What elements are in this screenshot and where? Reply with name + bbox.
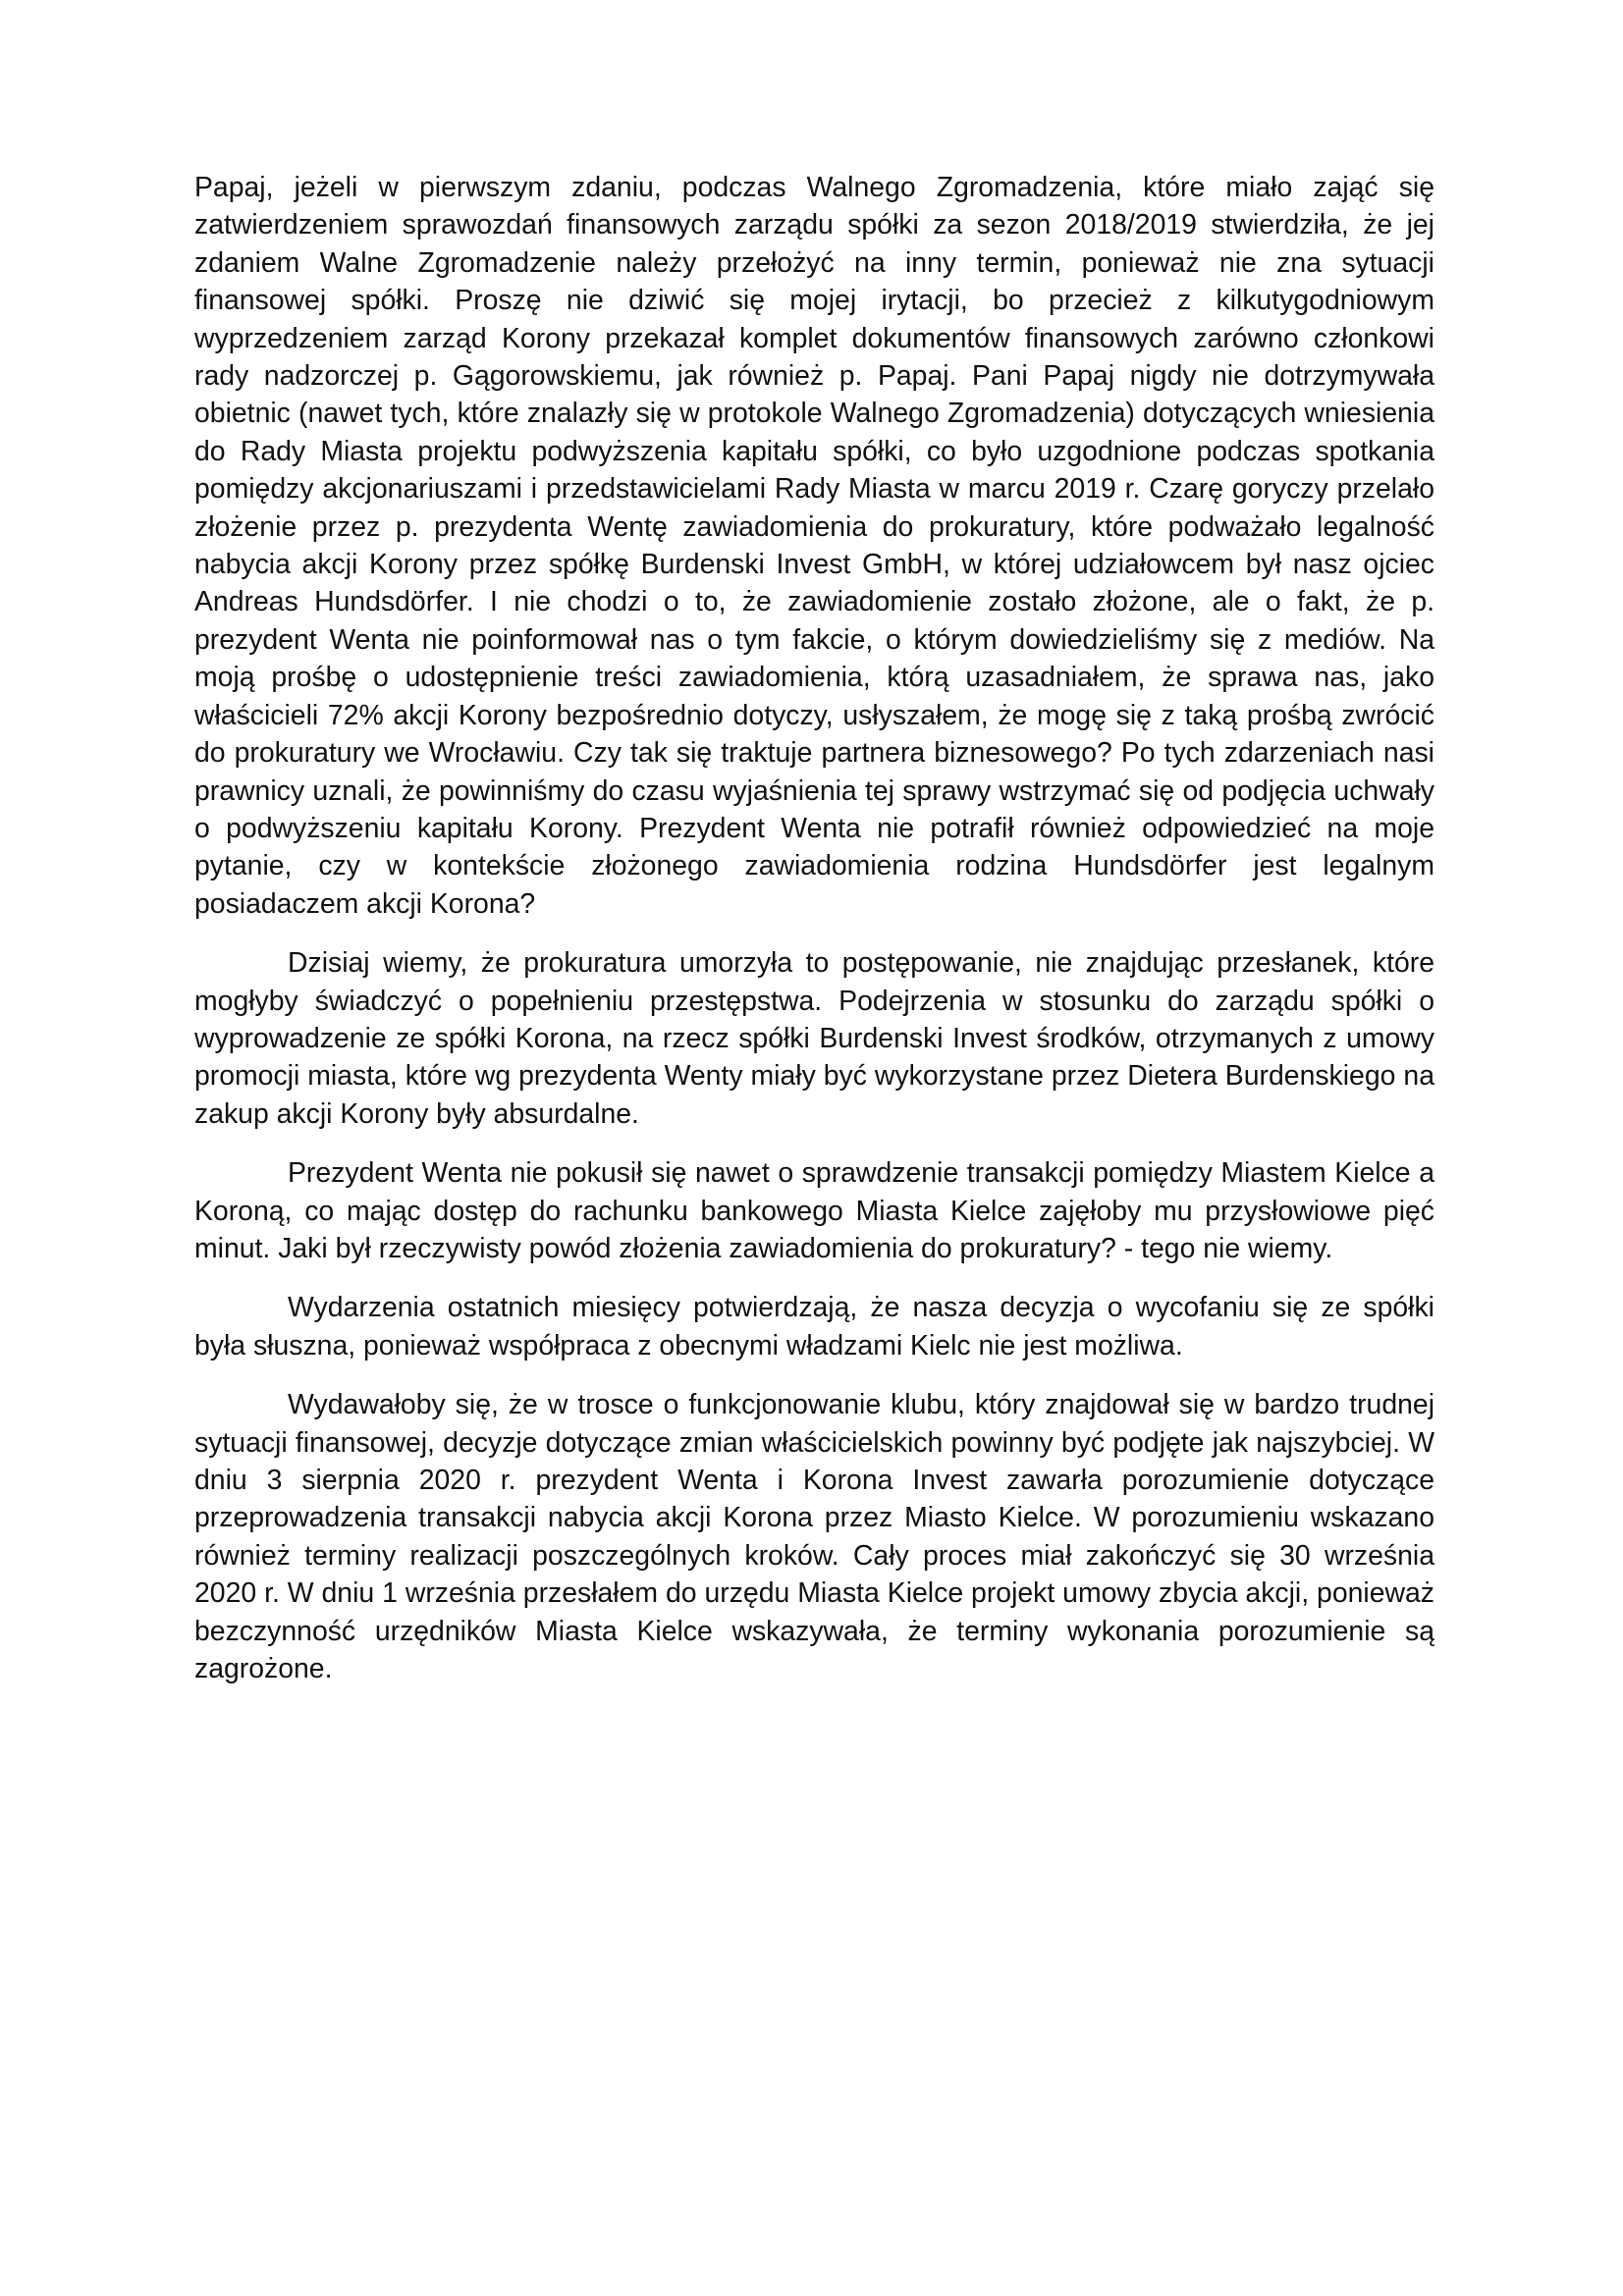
paragraph-5: Wydawałoby się, że w trosce o funkcjonowanie klubu, który znajdował się w bardzo trudnej sytuacji finansowej, decyzje dotyczące zmian właścicielskich powinny być podjęte jak najszybciej. W dniu 3 sierpnia 2020 r. prezydent Wenta i Korona Invest zawarła porozumienie dotyczące przeprowadzenia transakcji nabycia akcji Korona przez Miasto Kielce. W porozumieniu wskazano również terminy realizacji poszczególnych kroków. Cały proces miał zakończyć się 30 września 2020 r. W dniu 1 września przesłałem do urzędu Miasta Kielce projekt umowy zbycia akcji, ponieważ bezczynność urzędników Miasta Kielce wskazywała, że terminy wykonania porozumienie są zagrożone. (194, 1389, 1434, 1685)
paragraph-1: Papaj, jeżeli w pierwszym zdaniu, podczas Walnego Zgromadzenia, które miało zająć się zatwierdzeniem sprawozdań finansowych zarządu spółki za sezon 2018/2019 stwierdziła, że jej zdaniem Walne Zgromadzenie należy przełożyć na inny termin, ponieważ nie zna sytuacji finansowej spółki. Proszę nie dziwić się mojej irytacji, bo przecież z kilkutygodniowym wyprzedzeniem zarząd Korony przekazał komplet dokumentów finansowych zarówno członkowi rady nadzorczej p. Gągorowskiemu, jak również p. Papaj. Pani Papaj nigdy nie dotrzymywała obietnic (nawet tych, które znalazły się w protokole Walnego Zgromadzenia) dotyczących wniesienia do Rady Miasta projektu podwyższenia kapitału spółki, co było uzgodnione podczas spotkania pomiędzy akcjonariuszami i przedstawicielami Rady Miasta w marcu 2019 r. Czarę goryczy przelało złożenie przez p. prezydenta Wentę zawiadomienia do prokuratury, które podważało legalność nabycia akcji Korony przez spółkę Burdenski Invest GmbH, w której udziałowcem był nasz ojciec Andreas Hundsdörfer. I nie chodzi o to, że zawiadomienie zostało złożone, ale o fakt, że p. prezydent Wenta nie poinformował nas o tym fakcie, o którym dowiedzieliśmy się z mediów. Na moją prośbę o udostępnienie treści zawiadomienia, którą uzasadniałem, że sprawa nas, jako właścicieli 72% akcji Korony bezpośrednio dotyczy, usłyszałem, że mogę się z taką prośbą zwrócić do prokuratury we Wrocławiu. Czy tak się traktuje partnera biznesowego? Po tych zdarzeniach nasi prawnicy uznali, że powinniśmy do czasu wyjaśnienia tej sprawy wstrzymać się od podjęcia uchwały o podwyższeniu kapitału Korony. Prezydent Wenta nie potrafił również odpowiedzieć na moje pytanie, czy w kontekście złożonego zawiadomienia rodzina Hundsdörfer jest legalnym posiadaczem akcji Korona? (194, 172, 1434, 920)
paragraph-4: Wydarzenia ostatnich miesięcy potwierdzają, że nasza decyzja o wycofaniu się ze spółki była słuszna, ponieważ współpraca z obecnymi władzami Kielc nie jest możliwa. (194, 1292, 1434, 1362)
document-body (194, 169, 1434, 1687)
paragraph-2: Dzisiaj wiemy, że prokuratura umorzyła to postępowanie, nie znajdując przesłanek, które mogłyby świadczyć o popełnieniu przestępstwa. Podejrzenia w stosunku do zarządu spółki o wyprowadzenie ze spółki Korona, na rzecz spółki Burdenski Invest środków, otrzymanych z umowy promocji miasta, które wg prezydenta Wenty miały być wykorzystane przez Dietera Burdenskiego na zakup akcji Korony były absurdalne. (194, 947, 1434, 1130)
paragraph-3: Prezydent Wenta nie pokusił się nawet o sprawdzenie transakcji pomiędzy Miastem Kielce a Koroną, co mając dostęp do rachunku bankowego Miasta Kielce zajęłoby mu przysłowiowe pięć minut. Jaki był rzeczywisty powód złożenia zawiadomienia do prokuratury? - tego nie wiemy. (194, 1157, 1434, 1264)
